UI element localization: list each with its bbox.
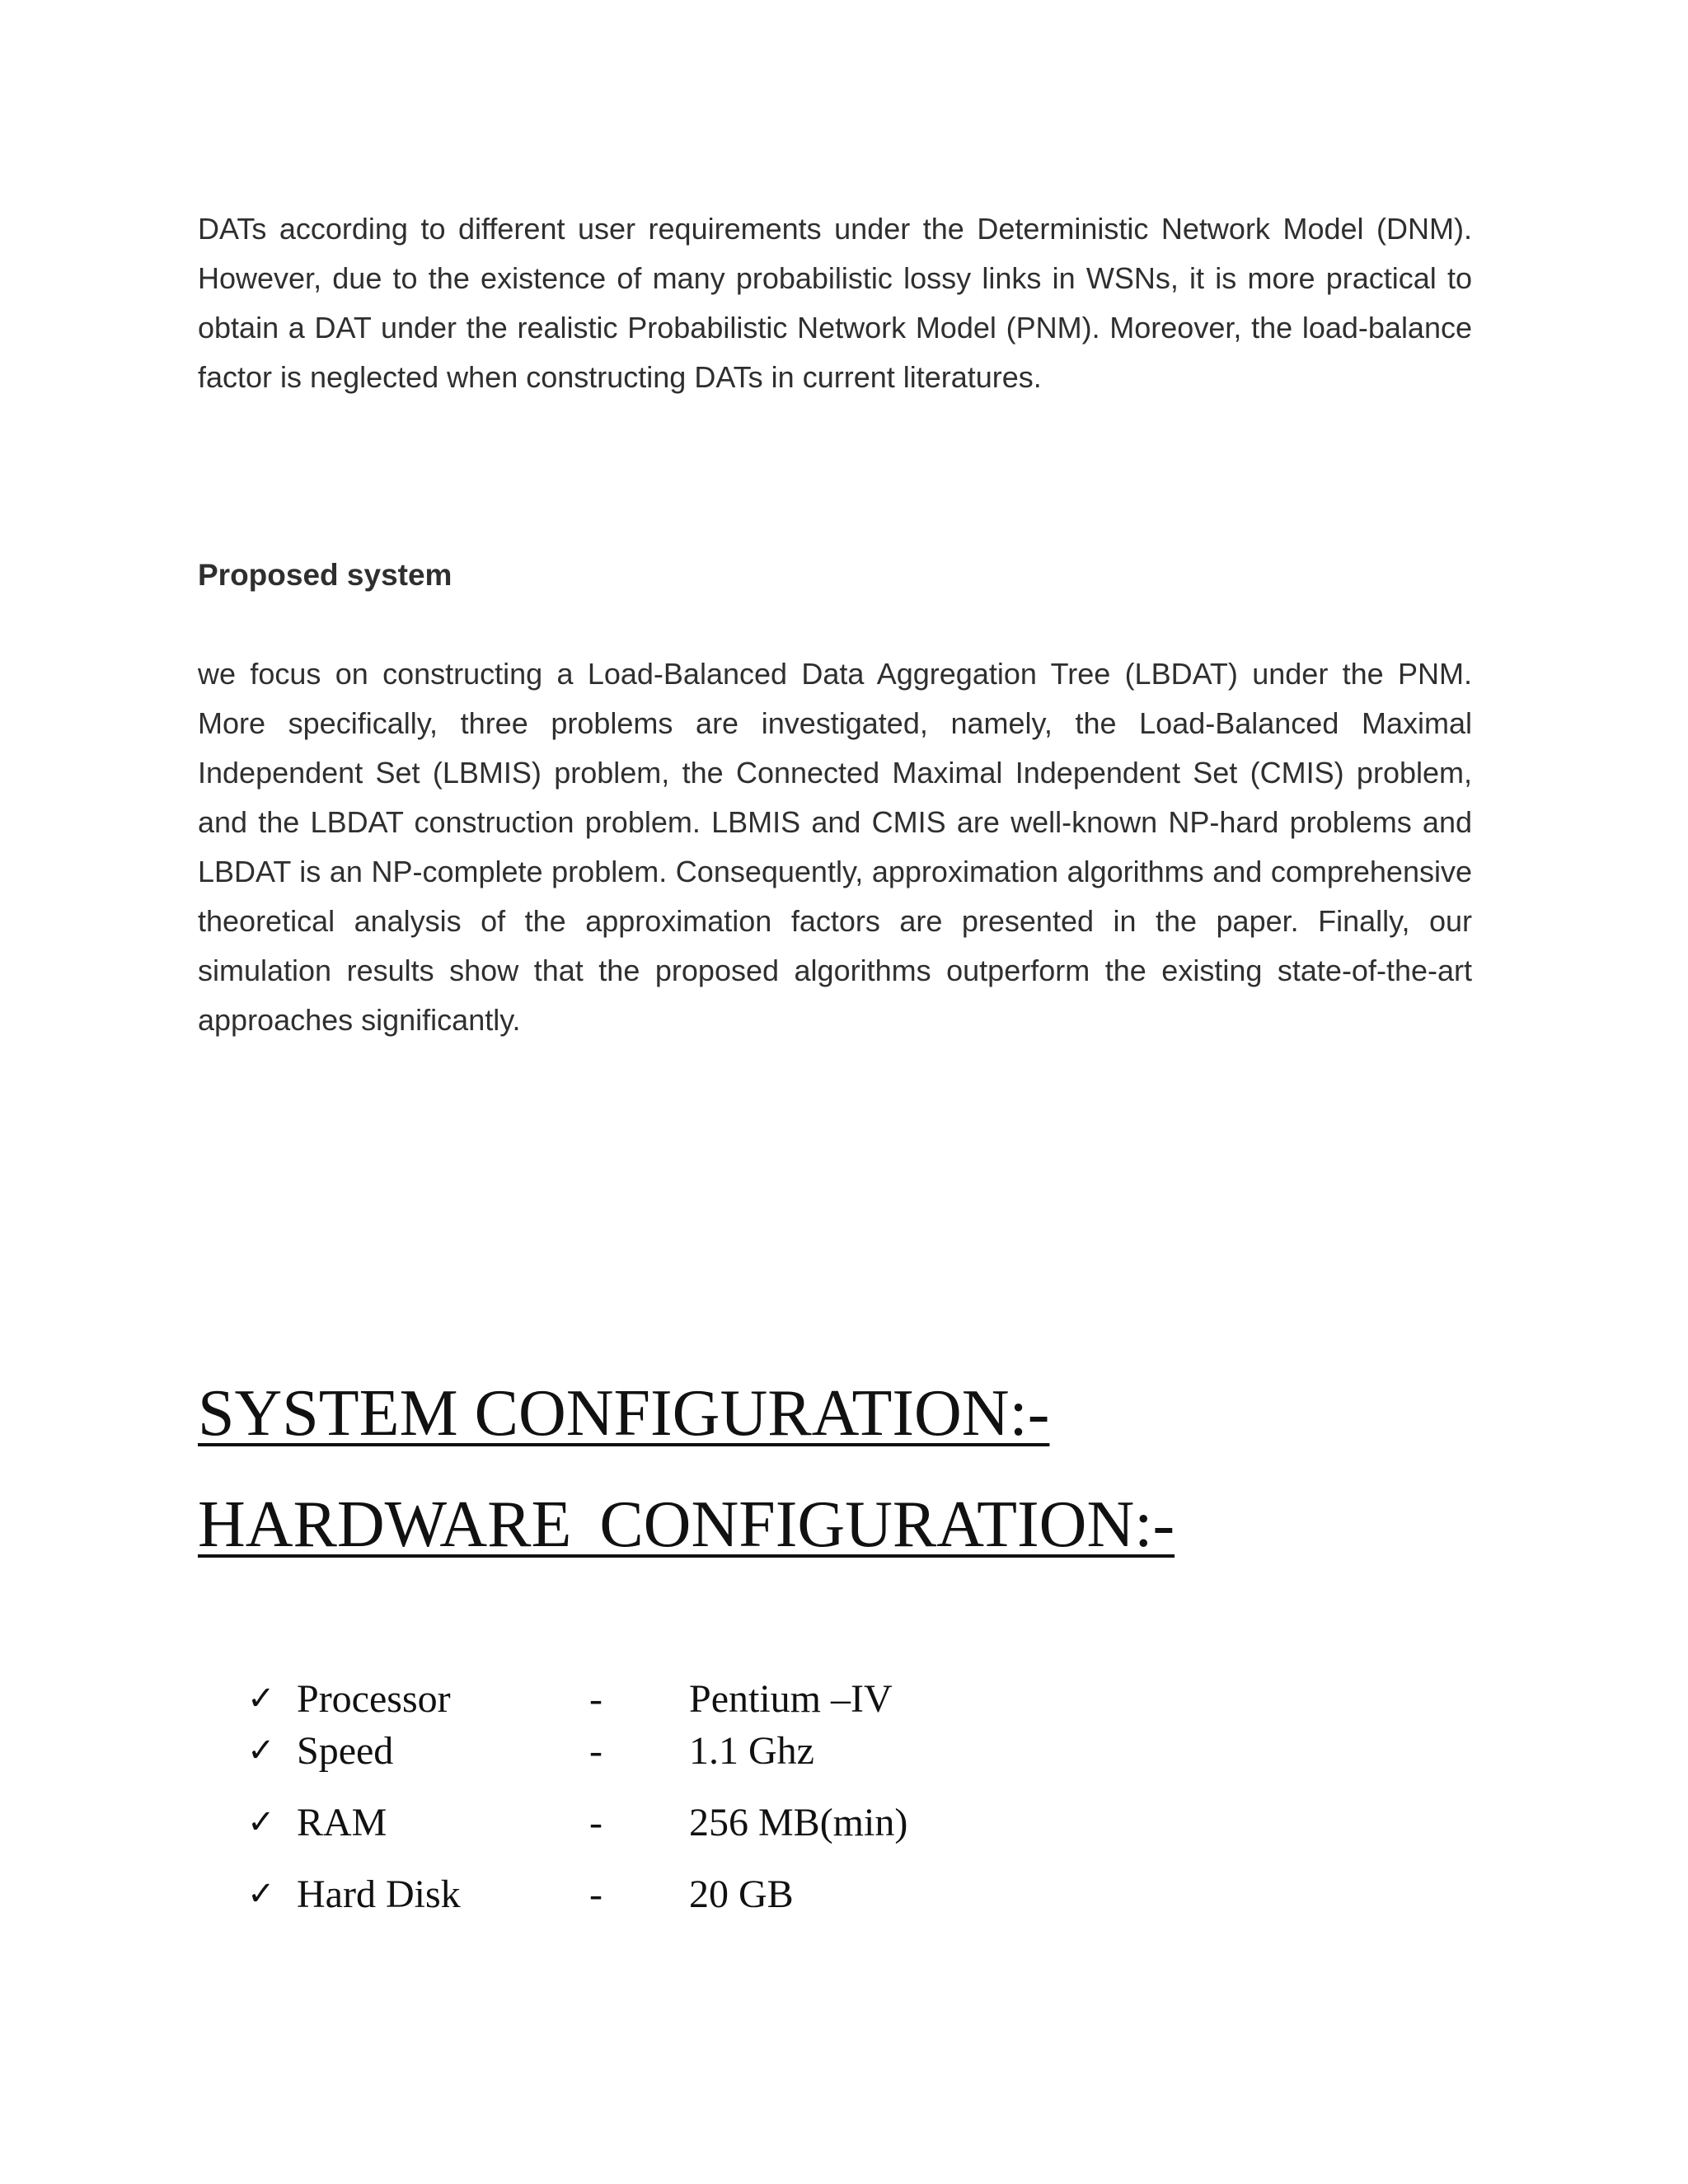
spec-value: 20 GB bbox=[689, 1872, 794, 1916]
checkmark-icon: ✓ bbox=[247, 1803, 275, 1841]
spec-label: Processor bbox=[297, 1677, 451, 1721]
checkmark-icon: ✓ bbox=[247, 1732, 275, 1769]
spec-label: Speed bbox=[297, 1729, 394, 1773]
hardware-configuration-heading: HARDWARE CONFIGURATION:- bbox=[198, 1488, 1175, 1561]
intro-paragraph: DATs according to different user requirements under the Deterministic Network Model (DNM). However, due to the existence of many probabilistic lossy links in WSNs, it is more practical to obtain a DAT under the realistic Probabilistic Network Model (PNM). Moreover, the load-balance factor is neglected when constructing DATs in current literatures. bbox=[198, 212, 1472, 394]
spec-value: 256 MB(min) bbox=[689, 1801, 908, 1844]
spec-value: Pentium –IV bbox=[689, 1677, 893, 1721]
spec-separator: - bbox=[589, 1729, 603, 1773]
proposed-system-paragraph: we focus on constructing a Load-Balanced Data Aggregation Tree (LBDAT) under the PNM. More specifically, three problems are investigated, namely, the Load-Balanced Maximal Independent Set (LBMIS) problem, the Connected Maximal Independent Set (CMIS) problem, and the LBDAT construction problem. LBMIS and CMIS are well-known NP-hard problems and LBDAT is an NP-complete problem. Consequently, approximation algorithms and comprehensive theoretical analysis of the approximation factors are presented in the paper. Finally, our simulation results show that the proposed algorithms outperform the existing state-of-the-art approaches significantly. bbox=[198, 657, 1472, 1037]
proposed-system-heading: Proposed system bbox=[198, 558, 452, 592]
spec-value: 1.1 Ghz bbox=[689, 1729, 814, 1773]
spec-separator: - bbox=[589, 1801, 603, 1844]
spec-label: RAM bbox=[297, 1801, 387, 1844]
spec-separator: - bbox=[589, 1872, 603, 1916]
checkmark-icon: ✓ bbox=[247, 1875, 275, 1913]
checkmark-icon: ✓ bbox=[247, 1680, 275, 1718]
spec-separator: - bbox=[589, 1677, 603, 1721]
system-configuration-heading: SYSTEM CONFIGURATION:- bbox=[198, 1377, 1050, 1450]
spec-label: Hard Disk bbox=[297, 1872, 461, 1916]
